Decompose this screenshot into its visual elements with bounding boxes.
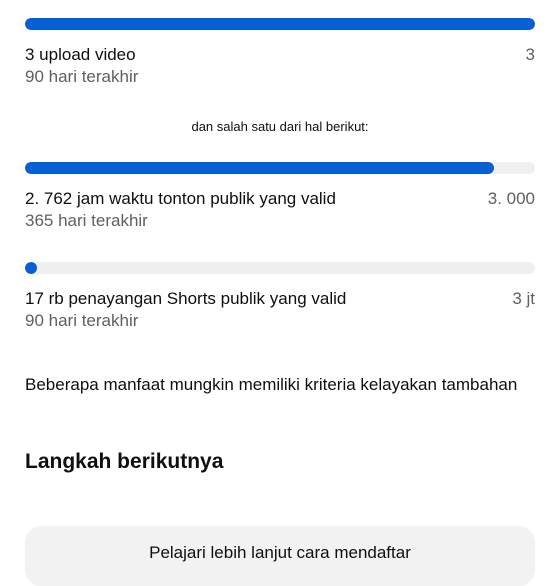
shorts-views-criterion-title: 17 rb penayangan Shorts publik yang valid [25,289,347,308]
watch-hours-criterion-period: 365 hari terakhir [25,211,148,230]
watch-hours-criterion-target: 3. 000 [487,189,535,208]
shorts-views-criterion-period: 90 hari terakhir [25,311,139,330]
criteria-connector-text: dan salah satu dari hal berikut: [191,119,369,134]
benefits-eligibility-note: Beberapa manfaat mungkin memiliki kriteria kelayakan tambahan [25,375,518,394]
learn-more-button[interactable]: Pelajari lebih lanjut cara mendaftar [25,526,535,586]
uploads-progress-bar [25,18,535,30]
watch-hours-progress-fill [25,162,494,174]
watch-hours-criterion-title: 2. 762 jam waktu tonton publik yang valid [25,189,336,208]
uploads-criterion-title: 3 upload video [25,45,136,64]
shorts-views-progress-bar [25,262,535,274]
shorts-views-progress-fill [25,262,37,274]
uploads-criterion-period: 90 hari terakhir [25,67,139,86]
watch-hours-progress-bar [25,162,535,174]
uploads-criterion-target: 3 [525,45,535,64]
shorts-views-criterion-target: 3 jt [512,289,535,308]
uploads-progress-fill [25,18,535,30]
next-steps-heading: Langkah berikutnya [25,450,224,473]
